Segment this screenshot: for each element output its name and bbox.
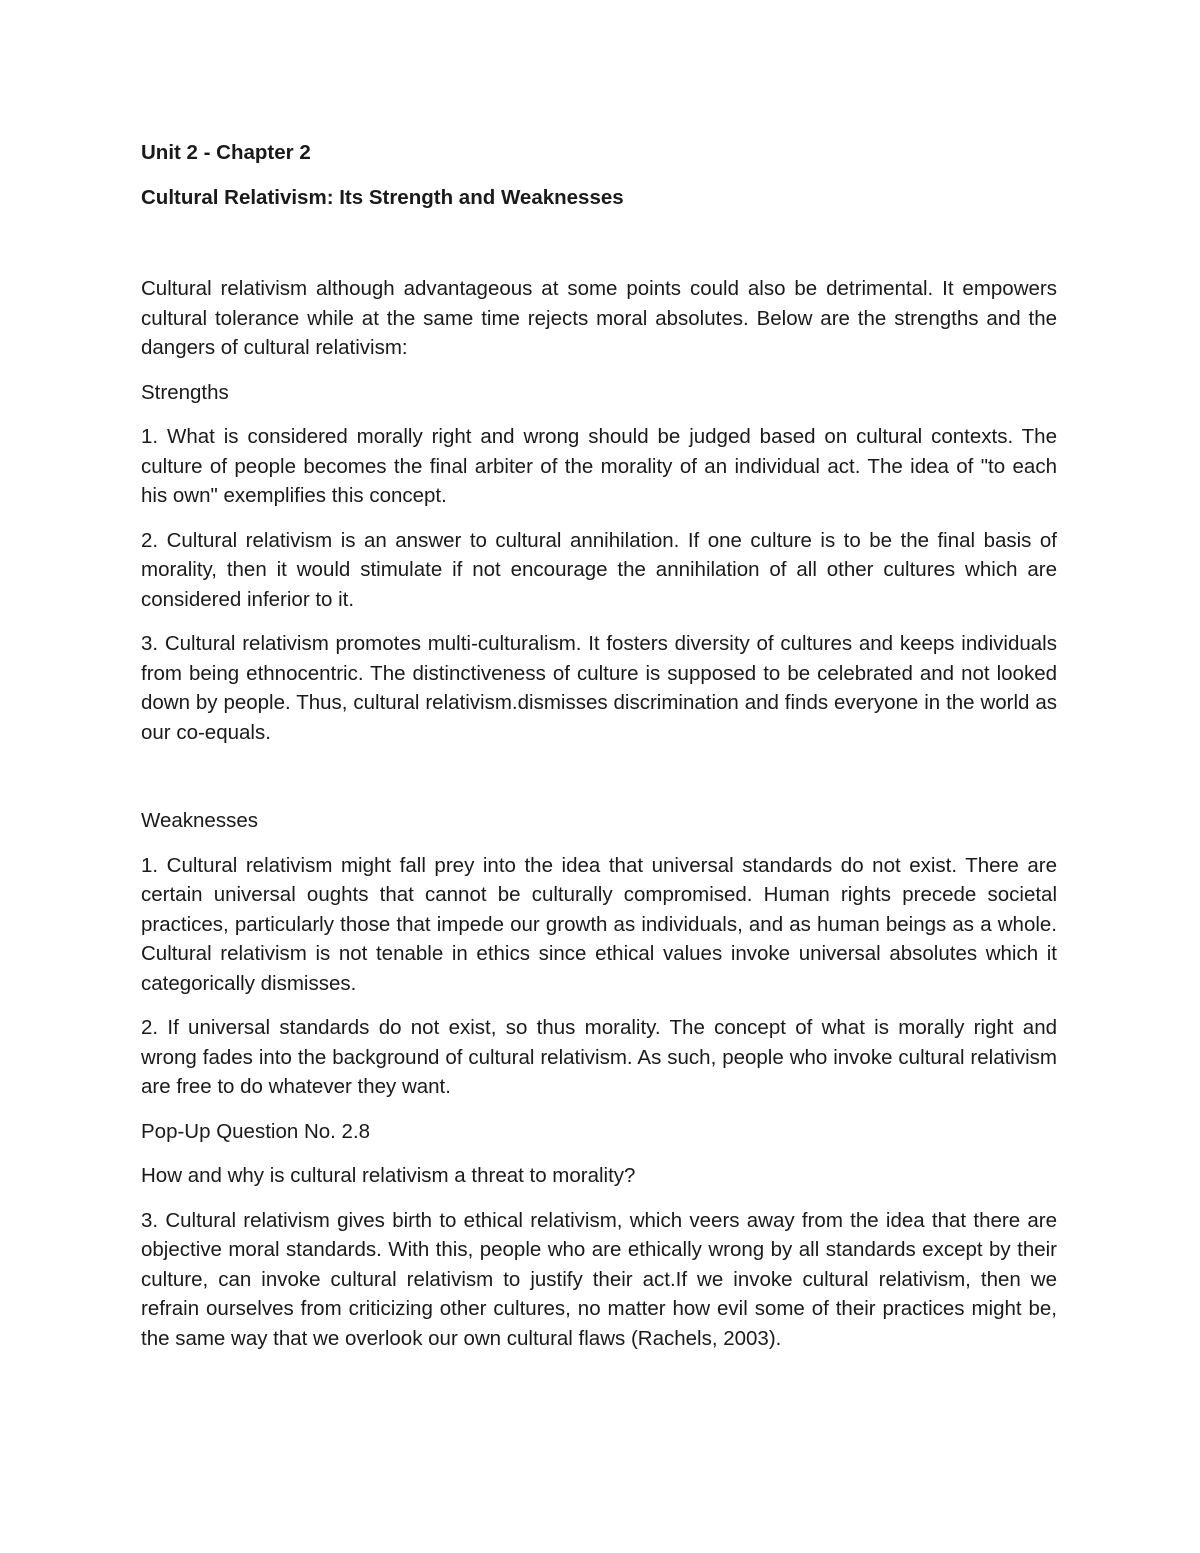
popup-question-text: How and why is cultural relativism a threat to morality?: [141, 1164, 636, 1187]
unit-heading: Unit 2 - Chapter 2: [141, 141, 311, 164]
strength-item-1: 1. What is considered morally right and wrong should be judged based on cultural contexts. The culture of people becomes the final arbiter of the morality of an individual act. The idea of "to each his own" exemplifies this concept.: [141, 425, 1057, 507]
strength-item-3: 3. Cultural relativism promotes multi-culturalism. It fosters diversity of cultures and keeps individuals from being ethnocentric. The distinctiveness of culture is supposed to be celebrated and not looked down by people. Thus, cultural relativism.dismisses discrimination and finds everyone in the world as our co-equals.: [141, 632, 1057, 744]
weakness-item-3: 3. Cultural relativism gives birth to ethical relativism, which veers away from the idea that there are objective moral standards. With this, people who are ethically wrong by all standards except by their culture, can invoke cultural relativism to justify their act.If we invoke cultural relativism, then we refrain ourselves from criticizing other cultures, no matter how evil some of their practices might be, the same way that we overlook our own cultural flaws (Rachels, 2003).: [141, 1208, 1057, 1350]
weakness-item-1: 1. Cultural relativism might fall prey into the idea that universal standards do not exist. There are certain universal oughts that cannot be culturally compromised. Human rights precede societal practices, particularly those that impede our growth as individuals, and as human beings as a whole. Cultural relativism is not tenable in ethics since ethical values invoke universal absolutes which it categorically dismisses.: [141, 853, 1057, 995]
document-title: Cultural Relativism: Its Strength and Weaknesses: [141, 186, 624, 209]
weakness-item-2: 2. If universal standards do not exist, so thus morality. The concept of what is morally right and wrong fades into the background of cultural relativism. As such, people who invoke cultural relativism are free to do whatever they want.: [141, 1016, 1057, 1098]
intro-paragraph: Cultural relativism although advantageous at some points could also be detrimental. It empowers cultural tolerance while at the same time rejects moral absolutes. Below are the strengths and the dangers of cultural relativism:: [141, 277, 1057, 359]
weaknesses-label: Weaknesses: [141, 809, 258, 832]
strengths-label: Strengths: [141, 380, 229, 404]
popup-question-label: Pop-Up Question No. 2.8: [141, 1119, 371, 1143]
strength-item-2: 2. Cultural relativism is an answer to cultural annihilation. If one culture is to be the final basis of morality, then it would stimulate if not encourage the annihilation of all other cultures which are considered inferior to it.: [141, 528, 1057, 611]
document-page: [141, 138, 1057, 1368]
